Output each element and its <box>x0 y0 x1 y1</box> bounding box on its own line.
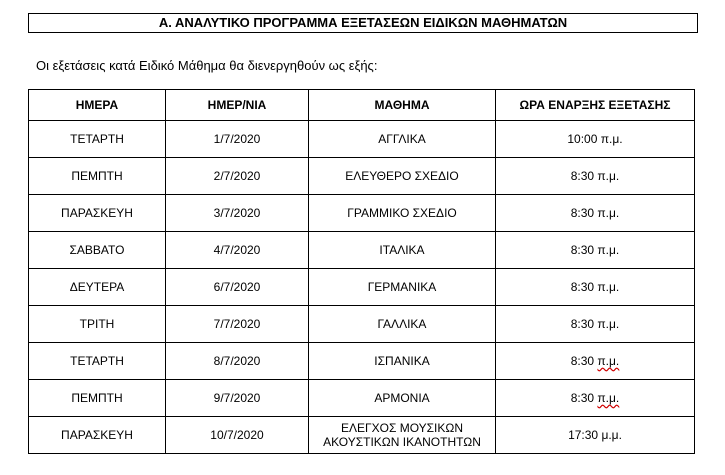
start-time-value: 8:30 <box>570 317 595 331</box>
date-cell: 10/7/2020 <box>166 417 309 454</box>
table-row <box>29 195 695 232</box>
date-cell: 7/7/2020 <box>166 306 309 343</box>
day-cell: ΤΡΙΤΗ <box>29 306 166 343</box>
start-time-value: 8:30 <box>570 354 595 368</box>
date-cell: 4/7/2020 <box>166 232 309 269</box>
start-time-cell <box>496 269 695 306</box>
start-time-unit: π.μ. <box>597 243 620 257</box>
subject-cell: ΓΕΡΜΑΝΙΚΑ <box>309 269 496 306</box>
day-cell: ΔΕΥΤΕΡΑ <box>29 269 166 306</box>
start-time-unit: π.μ. <box>597 206 620 220</box>
header-subject: ΜΑΘΗΜΑ <box>309 90 496 121</box>
start-time-value: 8:30 <box>570 243 595 257</box>
start-time-unit: π.μ. <box>597 280 620 294</box>
table-row <box>29 417 695 454</box>
date-cell: 1/7/2020 <box>166 121 309 158</box>
start-time-unit: μ.μ. <box>601 428 622 442</box>
table-row <box>29 343 695 380</box>
day-cell: ΣΑΒΒΑΤΟ <box>29 232 166 269</box>
start-time-value: 10:00 <box>567 132 598 146</box>
table-row <box>29 380 695 417</box>
day-cell: ΠΑΡΑΣΚΕΥΗ <box>29 417 166 454</box>
start-time-cell <box>496 417 695 454</box>
day-cell: ΠΕΜΠΤΗ <box>29 158 166 195</box>
start-time-cell <box>496 158 695 195</box>
table-row <box>29 306 695 343</box>
header-start-time: ΩΡΑ ΕΝΑΡΞΗΣ ΕΞΕΤΑΣΗΣ <box>496 90 695 121</box>
table-row <box>29 232 695 269</box>
start-time-value: 8:30 <box>570 206 595 220</box>
header-date: ΗΜΕΡ/ΝΙΑ <box>166 90 309 121</box>
start-time-cell <box>496 232 695 269</box>
table-row <box>29 121 695 158</box>
start-time-unit: π.μ. <box>597 391 620 405</box>
start-time-unit: π.μ. <box>597 169 620 183</box>
day-cell: ΤΕΤΑΡΤΗ <box>29 343 166 380</box>
date-cell: 3/7/2020 <box>166 195 309 232</box>
subject-cell: ΕΛΕΓΧΟΣ ΜΟΥΣΙΚΩΝ ΑΚΟΥΣΤΙΚΩΝ ΙΚΑΝΟΤΗΤΩΝ <box>309 417 496 454</box>
date-cell: 9/7/2020 <box>166 380 309 417</box>
subject-cell: ΑΓΓΛΙΚΑ <box>309 121 496 158</box>
start-time-unit: π.μ. <box>600 132 623 146</box>
start-time-value: 17:30 <box>568 428 599 442</box>
start-time-value: 8:30 <box>570 391 595 405</box>
subject-cell: ΓΑΛΛΙΚΑ <box>309 306 496 343</box>
table-row <box>29 269 695 306</box>
document-title: Α. ΑΝΑΛΥΤΙΚΟ ΠΡΟΓΡΑΜΜΑ ΕΞΕΤΑΣΕΩΝ ΕΙΔΙΚΩΝ ΜΑΘΗΜΑΤΩΝ <box>28 13 698 33</box>
start-time-value: 8:30 <box>570 280 595 294</box>
date-cell: 8/7/2020 <box>166 343 309 380</box>
intro-text: Οι εξετάσεις κατά Ειδικό Μάθημα θα διενεργηθούν ως εξής: <box>36 58 378 73</box>
day-cell: ΠΑΡΑΣΚΕΥΗ <box>29 195 166 232</box>
start-time-unit: π.μ. <box>597 317 620 331</box>
start-time-cell <box>496 306 695 343</box>
header-day: ΗΜΕΡΑ <box>29 90 166 121</box>
start-time-unit: π.μ. <box>597 354 620 368</box>
table-body <box>29 121 695 454</box>
date-cell: 6/7/2020 <box>166 269 309 306</box>
exam-schedule-table <box>28 89 695 454</box>
date-cell: 2/7/2020 <box>166 158 309 195</box>
subject-cell: ΓΡΑΜΜΙΚΟ ΣΧΕΔΙΟ <box>309 195 496 232</box>
start-time-cell <box>496 121 695 158</box>
subject-cell: ΙΤΑΛΙΚΑ <box>309 232 496 269</box>
subject-cell: ΕΛΕΥΘΕΡΟ ΣΧΕΔΙΟ <box>309 158 496 195</box>
table-row <box>29 158 695 195</box>
start-time-cell <box>496 380 695 417</box>
start-time-value: 8:30 <box>570 169 595 183</box>
start-time-cell <box>496 343 695 380</box>
subject-cell: ΑΡΜΟΝΙΑ <box>309 380 496 417</box>
start-time-cell <box>496 195 695 232</box>
day-cell: ΤΕΤΑΡΤΗ <box>29 121 166 158</box>
table-header-row <box>29 90 695 121</box>
day-cell: ΠΕΜΠΤΗ <box>29 380 166 417</box>
subject-cell: ΙΣΠΑΝΙΚΑ <box>309 343 496 380</box>
